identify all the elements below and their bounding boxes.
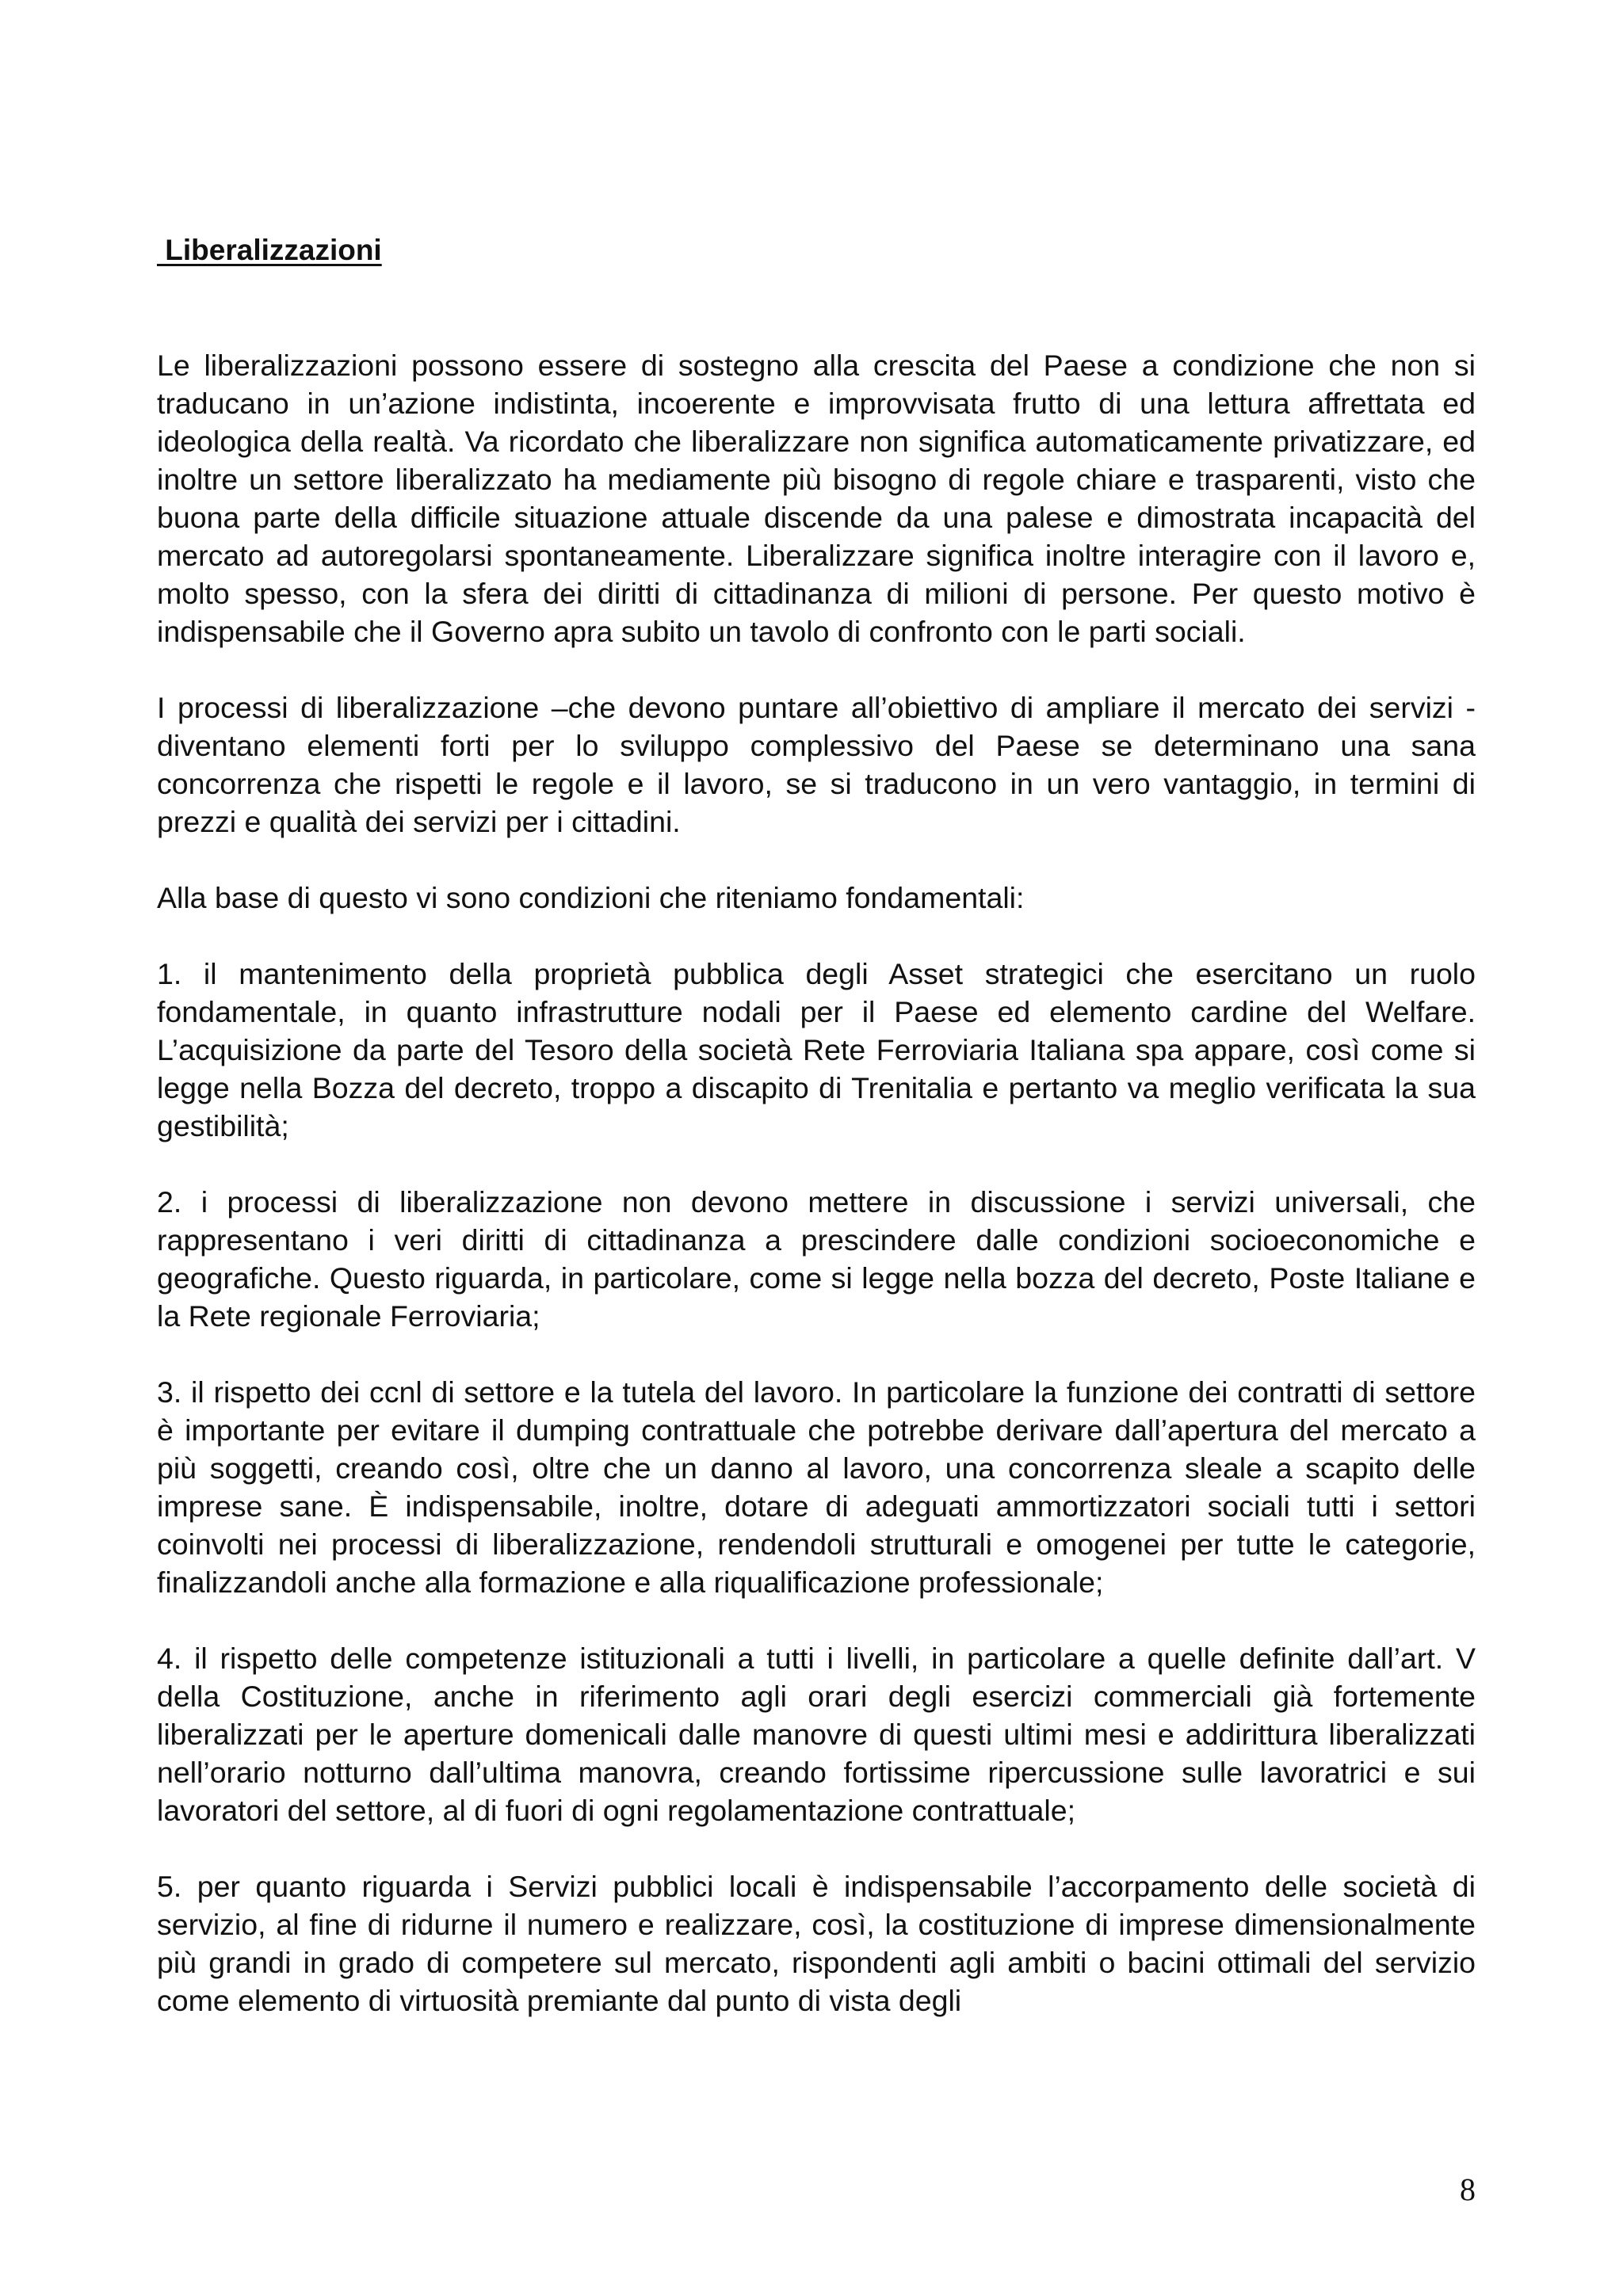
page-number: 8 (1460, 2172, 1476, 2207)
paragraph-intro: Le liberalizzazioni possono essere di sostegno alla crescita del Paese a condizione che non si traducano in un’azione indistinta, incoerente e improvvisata frutto di una lettura affrettata ed ideologica della realtà. Va ricordato che liberalizzare non significa automaticamente privatizzare, ed inoltre un settore liberalizzato ha mediamente più bisogno di regole chiare e trasparenti, visto che buona parte della difficile situazione attuale discende da una palese e dimostrata incapacità del mercato ad autoregolarsi spontaneamente. Liberalizzare significa inoltre interagire con il lavoro e, molto spesso, con la sfera dei diritti di cittadinanza di milioni di persone. Per questo motivo è indispensabile che il Governo apra subito un tavolo di confronto con le parti sociali. (157, 349, 1476, 648)
document-body (157, 346, 1476, 2019)
list-item-5: 5. per quanto riguarda i Servizi pubblici locali è indispensabile l’accorpamento delle società di servizio, al fine di ridurne il numero e realizzare, così, la costituzione di imprese dimensionalmente più grandi in grado di competere sul mercato, rispondenti agli ambiti o bacini ottimali del servizio come elemento di virtuosità premiante dal punto di vista degli (157, 1870, 1476, 2017)
paragraph-liberalization-processes: I processi di liberalizzazione –che devono puntare all’obiettivo di ampliare il mercato dei servizi - diventano elementi forti per lo sviluppo complessivo del Paese se determinano una sana concorrenza che rispetti le regole e il lavoro, se si traducono in un vero vantaggio, in termini di prezzi e qualità dei servizi per i cittadini. (157, 691, 1476, 838)
list-item-2: 2. i processi di liberalizzazione non devono mettere in discussione i servizi universali, che rappresentano i veri diritti di cittadinanza a prescindere dalle condizioni socioeconomiche e geografiche. Questo riguarda, in particolare, come si legge nella bozza del decreto, Poste Italiane e la Rete regionale Ferroviaria; (157, 1185, 1476, 1333)
list-item-4: 4. il rispetto delle competenze istituzionali a tutti i livelli, in particolare a quelle definite dall’art. V della Costituzione, anche in riferimento agli orari degli esercizi commerciali già fortemente liberalizzati per le aperture domenicali dalle manovre di questi ultimi mesi e addirittura liberalizzati nell’orario notturno dall’ultima manovra, creando fortissime ripercussione sulle lavoratrici e sui lavoratori del settore, al di fuori di ogni regolamentazione contrattuale; (157, 1642, 1476, 1827)
list-item-1: 1. il mantenimento della proprietà pubblica degli Asset strategici che esercitano un ruolo fondamentale, in quanto infrastrutture nodali per il Paese ed elemento cardine del Welfare. L’acquisizione da parte del Tesoro della società Rete Ferroviaria Italiana spa appare, così come si legge nella Bozza del decreto, troppo a discapito di Trenitalia e pertanto va meglio verificata la sua gestibilità; (157, 957, 1476, 1142)
list-item-3: 3. il rispetto dei ccnl di settore e la tutela del lavoro. In particolare la funzione dei contratti di settore è importante per evitare il dumping contrattuale che potrebbe derivare dall’apertura del mercato a più soggetti, creando così, oltre che un danno al lavoro, una concorrenza sleale a scapito delle imprese sane. È indispensabile, inoltre, dotare di adeguati ammortizzatori sociali tutti i settori coinvolti nei processi di liberalizzazione, rendendoli strutturali e omogenei per tutte le categorie, finalizzandoli anche alla formazione e alla riqualificazione professionale; (157, 1375, 1476, 1599)
section-heading: Liberalizzazioni (157, 234, 382, 266)
paragraph-conditions-intro: Alla base di questo vi sono condizioni che riteniamo fondamentali: (157, 881, 1025, 914)
